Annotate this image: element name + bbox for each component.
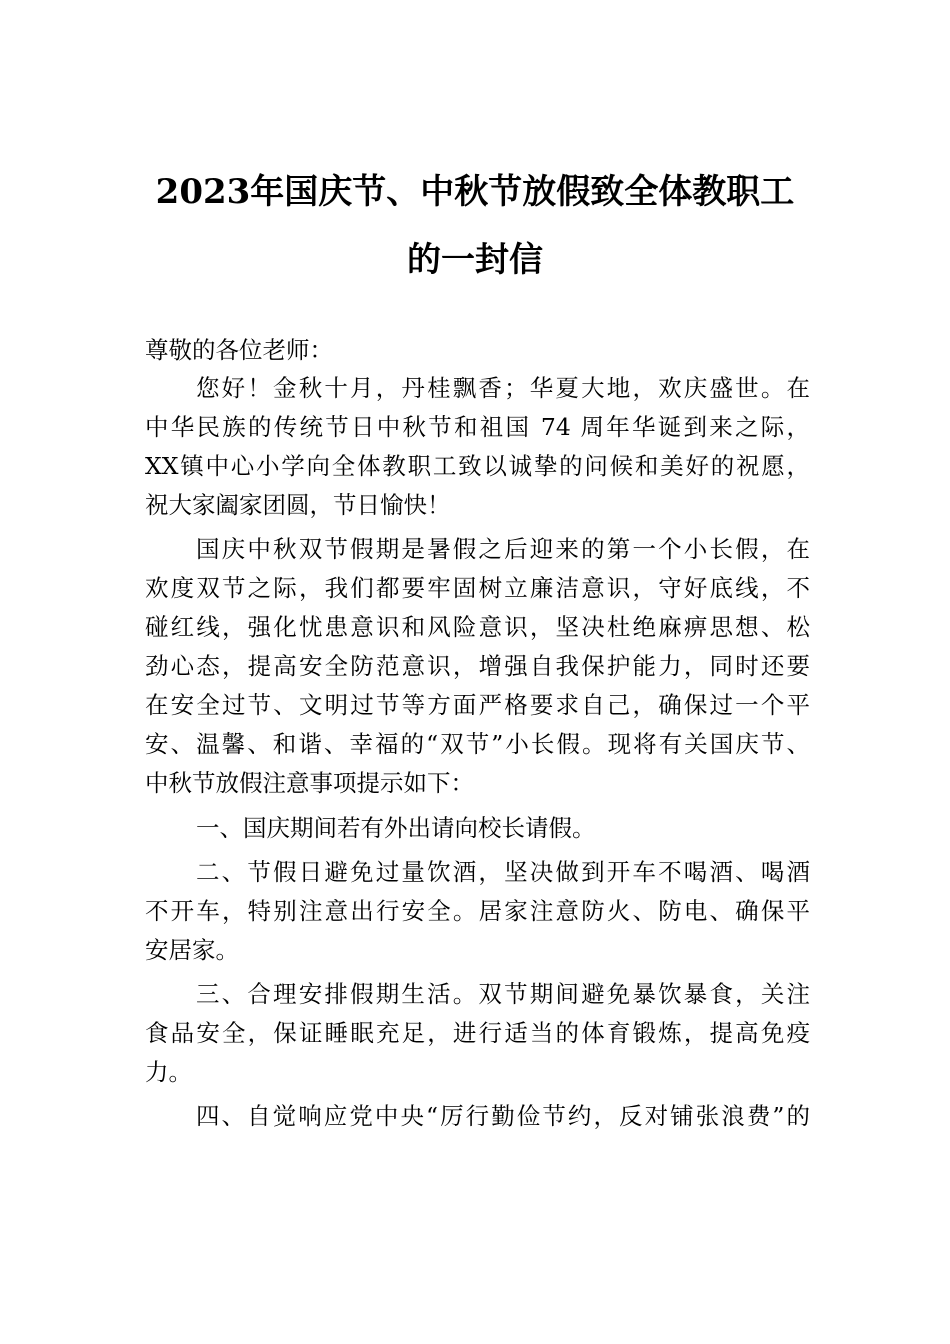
greeting: 尊敬的各位老师： [145,336,333,364]
body-text-line: 在安全过节、文明过节等方面严格要求自己，确保过一个平 [145,691,810,719]
body-text-line: 碰红线，强化忧患意识和风险意识，坚决杜绝麻痹思想、松 [145,613,810,641]
body-text-line: 安居家。 [145,936,239,964]
body-text-line: 欢度双节之际，我们都要牢固树立廉洁意识，守好底线，不 [145,574,810,602]
body-text-line: 食品安全，保证睡眠充足，进行适当的体育锻炼，提高免疫 [145,1019,810,1047]
body-text-line: 劲心态，提高安全防范意识，增强自我保护能力，同时还要 [145,652,810,680]
document-title-line-2: 的一封信 [407,240,543,280]
body-text-line: 二、节假日避免过量饮酒，坚决做到开车不喝酒、喝酒 [196,858,810,886]
body-text-line: 四、自觉响应党中央“厉行勤俭节约，反对铺张浪费”的 [196,1102,810,1130]
body-text-line: 中秋节放假注意事项提示如下： [145,769,474,797]
body-text-line: 安、温馨、和谐、幸福的“双节”小长假。现将有关国庆节、 [145,730,810,758]
body-text-line: 国庆中秋双节假期是暑假之后迎来的第一个小长假，在 [196,535,810,563]
body-text-line: 力。 [145,1058,192,1086]
body-text-line: 祝大家阖家团圆，节日愉快！ [145,491,451,519]
body-text-line: 您好！金秋十月，丹桂飘香；华夏大地，欢庆盛世。在 [196,374,810,402]
document-title-line-1: 2023年国庆节、中秋节放假致全体教职工 [155,172,795,212]
body-text-line: 中华民族的传统节日中秋节和祖国 74 周年华诞到来之际， [145,413,810,441]
body-text-line: XX镇中心小学向全体教职工致以诚挚的问候和美好的祝愿， [145,452,810,480]
body-text-line: 一、国庆期间若有外出请向校长请假。 [196,814,596,842]
body-text-line: 不开车，特别注意出行安全。居家注意防火、防电、确保平 [145,897,810,925]
body-text-line: 三、合理安排假期生活。双节期间避免暴饮暴食，关注 [196,980,810,1008]
